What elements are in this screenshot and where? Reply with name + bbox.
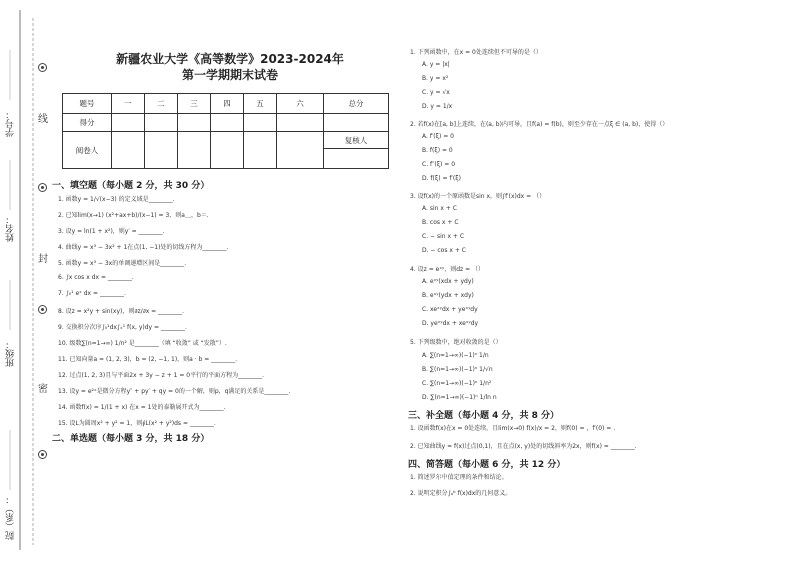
- single-question-stem: 1. 下列函数中，在x = 0处连续但不可导的是（）: [410, 49, 542, 56]
- reviewer-cell[interactable]: [324, 149, 389, 169]
- single-option: B. eˣʸ(ydx + xdy): [422, 292, 474, 299]
- single-question-stem: 4. 设z = eˣʸ，则dz = （）: [410, 266, 485, 273]
- fill-question: 8. 设z = x²y + sin(xy)，则∂z/∂x = ________.: [58, 308, 185, 315]
- grader-cell[interactable]: [112, 132, 145, 169]
- student-id-label: 学号：: [6, 110, 16, 137]
- single-option: C. y = √x: [422, 89, 450, 96]
- single-option: A. eˣʸ(xdx + ydy): [422, 278, 474, 285]
- exam-title-line2: 第一学期期末试卷: [181, 68, 278, 82]
- single-option: D. y = 1/x: [422, 103, 453, 110]
- section-fill-title: 一、填空题（每小题 2 分，共 30 分）: [52, 181, 210, 191]
- binding-hole-marker: [38, 450, 47, 459]
- fill-question: 7. ∫₀¹ eˣ dx = ________.: [58, 290, 126, 297]
- single-option: C. − sin x + C: [422, 233, 465, 240]
- fill-question: 4. 曲线y = x³ − 3x² + 1在点(1, −1)处的切线方程为________.: [58, 244, 229, 251]
- score-row-label: 得分: [63, 114, 112, 132]
- single-option: D. − cos x + C: [422, 247, 466, 254]
- fill-question: 2. 已知lim(x→1) (x²+ax+b)/(x−1) = 3，则a＿，b＝.: [58, 212, 209, 219]
- score-header-cell: 六: [277, 94, 324, 114]
- short-answer-question: 1. 简述罗尔中值定理的条件和结论。: [410, 474, 508, 481]
- fill-question: 10. 级数∑(n=1→∞) 1/n² 是________（填 “收敛” 或 “发散”）.: [58, 340, 227, 347]
- single-option: B. ∑(n=1→∞)(−1)ⁿ 1/√n: [422, 366, 493, 373]
- single-option: C. ∑(n=1→∞)(−1)ⁿ 1/n²: [422, 380, 492, 387]
- fill-question: 3. 设y = ln(1 + x²)，则y′ = ________.: [58, 228, 165, 235]
- exam-title-line1: 新疆农业大学《高等数学》2023-2024年: [116, 52, 344, 66]
- binding-margin: [0, 0, 52, 561]
- score-cell[interactable]: [277, 114, 324, 132]
- seal-secret-char: 密: [38, 384, 48, 395]
- fill-question: 11. 已知向量a = (1, 2, 3)，b = (2, −1, 1)，则a · b = ________.: [58, 356, 238, 363]
- section-supplement-title: 三、补全题（每小题 4 分，共 8 分）: [408, 411, 560, 421]
- single-option: C. xeˣʸdx + yeˣʸdy: [422, 306, 478, 313]
- score-table: [62, 93, 389, 169]
- score-header-cell: 三: [178, 94, 211, 114]
- college-label: 院（系）：: [6, 495, 16, 540]
- binding-hole-marker: [38, 183, 47, 192]
- score-header-cell: 题号: [63, 94, 112, 114]
- single-option: D. f(ξ) = f′(ξ): [422, 175, 461, 182]
- score-cell[interactable]: [244, 114, 277, 132]
- score-cell[interactable]: [211, 114, 244, 132]
- score-header-cell: 总分: [324, 94, 389, 114]
- single-option: B. f(ξ) = 0: [422, 147, 453, 154]
- grader-cell[interactable]: [244, 132, 277, 169]
- fill-question: 5. 函数y = x³ − 3x的单调递增区间是________.: [58, 260, 187, 267]
- supplement-question: 2. 已知曲线y = f(x)过点(0,1)，且在点(x, y)处的切线斜率为2x，则f(x) = ________.: [410, 443, 637, 450]
- single-option: A. f′(ξ) = 0: [422, 133, 454, 140]
- score-cell[interactable]: [324, 114, 389, 132]
- grader-cell[interactable]: [145, 132, 178, 169]
- binding-hole-marker: [38, 63, 47, 72]
- single-option: A. ∑(n=1→∞)(−1)ⁿ 1/n: [422, 352, 489, 359]
- single-option: D. yeˣʸdx + xeˣʸdy: [422, 320, 479, 327]
- single-option: B. y = x²: [422, 75, 449, 82]
- name-label: 姓名：: [6, 215, 16, 242]
- single-question-stem: 5. 下列级数中，绝对收敛的是（）: [410, 339, 502, 346]
- class-label: 班级：: [6, 340, 16, 367]
- score-cell[interactable]: [112, 114, 145, 132]
- fill-question: 15. 设L为圆周x² + y² = 1，则∮L(x² + y²)ds = ________.: [58, 420, 216, 427]
- seal-seal-char: 封: [38, 254, 48, 265]
- seal-line-char: 线: [38, 114, 48, 125]
- short-answer-question: 2. 说明定积分∫ₐᵇ f(x)dx的几何意义。: [410, 490, 512, 497]
- score-header-cell: 四: [211, 94, 244, 114]
- fill-question: 6. ∫x cos x dx = ________.: [58, 274, 134, 281]
- section-single-title: 二、单选题（每小题 3 分，共 18 分）: [52, 434, 210, 444]
- score-header-cell: 一: [112, 94, 145, 114]
- reviewer-label: 复核人: [324, 132, 389, 149]
- supplement-question: 1. 设函数f(x)在x = 0处连续，且lim(x→0) f(x)/x = 2，则f(0) = ，f′(0) = .: [410, 425, 616, 432]
- fill-question: 14. 函数f(x) = 1/(1 + x) 在x = 1处的泰勒展开式为________.: [58, 404, 226, 411]
- score-cell[interactable]: [178, 114, 211, 132]
- fill-question: 13. 设y = e²ˣ是微分方程y″ + py′ + qy = 0的一个解，则p，q满足的关系是________.: [58, 388, 291, 395]
- single-option: A. sin x + C: [422, 205, 457, 212]
- grader-cell[interactable]: [277, 132, 324, 169]
- single-option: C. f″(ξ) = 0: [422, 161, 456, 168]
- score-header-cell: 五: [244, 94, 277, 114]
- score-cell[interactable]: [145, 114, 178, 132]
- score-header-cell: 二: [145, 94, 178, 114]
- section-short-answer-title: 四、简答题（每小题 6 分，共 12 分）: [408, 460, 566, 470]
- single-option: A. y = |x|: [422, 61, 450, 68]
- single-option: B. cos x + C: [422, 219, 459, 226]
- grader-row-label: 阅卷人: [63, 132, 112, 169]
- single-question-stem: 2. 若f(x)在[a, b]上连续，在(a, b)内可导，且f(a) = f(b)，则至少存在一点ξ ∈ (a, b)，使得（）: [410, 121, 669, 128]
- fill-question: 1. 函数y = 1/√(x−3) 的定义域是________.: [58, 196, 175, 203]
- single-option: D. ∑(n=1→∞)(−1)ⁿ 1/ln n: [422, 394, 497, 401]
- binding-rules: [0, 0, 52, 561]
- grader-cell[interactable]: [178, 132, 211, 169]
- grader-cell[interactable]: [211, 132, 244, 169]
- binding-hole-marker: [38, 305, 47, 314]
- fill-question: 9. 交换积分次序∫₀¹dx∫ₓ¹ f(x, y)dy = ________.: [58, 324, 187, 331]
- single-question-stem: 3. 设f(x)的一个原函数是sin x，则∫f′(x)dx = （）: [410, 193, 546, 200]
- fill-question: 12. 过点(1, 2, 3)且与平面2x + 3y − z + 1 = 0平行的平面方程为________.: [58, 372, 265, 379]
